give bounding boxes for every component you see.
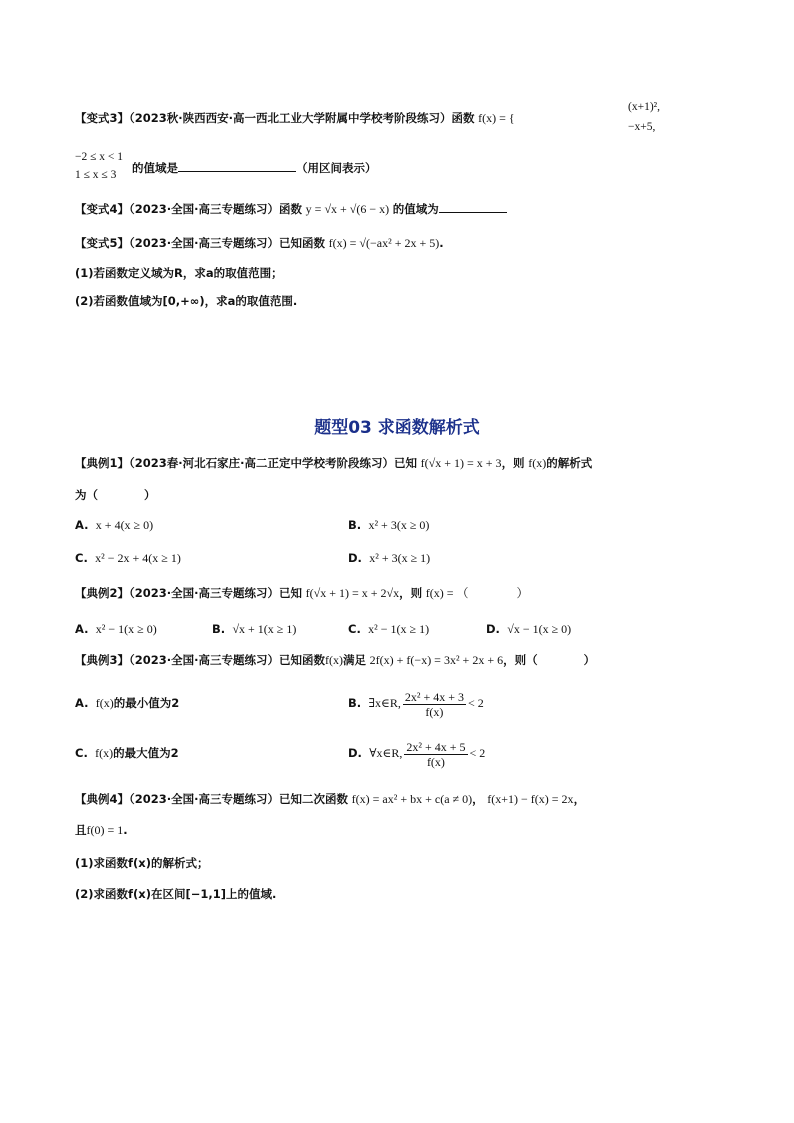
example-1-option-d	[348, 550, 430, 566]
example-4-label: 【典例4】	[75, 792, 130, 806]
variant-3-hint: （用区间表示）	[296, 161, 377, 175]
example-2-option-b	[212, 621, 296, 637]
variant-3-tail-line	[132, 159, 377, 176]
example-2-formula: f(√x + 1) = x + 2√x	[305, 586, 400, 600]
variant-4-tail: 的值域为	[392, 202, 439, 216]
option-a-value: x² − 1(x ≥ 0)	[95, 622, 157, 636]
option-d-label: D.	[486, 622, 500, 636]
option-c-label: C.	[75, 551, 88, 565]
example-1-text: 已知	[394, 456, 418, 470]
example-2-mid: ，则	[399, 586, 423, 600]
example-3-option-d	[348, 731, 485, 775]
example-4-end: ，	[573, 792, 586, 806]
example-4-line2	[75, 822, 128, 838]
option-c-value: x² − 1(x ≥ 1)	[368, 622, 430, 636]
option-b-fraction	[403, 690, 466, 719]
example-3-source: （2023·全国·高三专题练习）	[129, 653, 280, 667]
option-d-value: x² + 3(x ≥ 1)	[369, 551, 431, 565]
example-2-option-a	[75, 621, 157, 637]
example-4-q2: (2)求函数f(x)在区间[−1,1]上的值域.	[75, 887, 277, 901]
variant-5-q2: (2)若函数值域为[0,+∞)，求a的取值范围.	[75, 294, 298, 308]
option-b-value: x² + 3(x ≥ 0)	[368, 518, 430, 532]
example-2-option-c	[348, 621, 429, 637]
option-c-value: 的最大值为2	[113, 746, 179, 760]
example-2-ask: f(x) = （ ）	[425, 586, 529, 600]
option-a-value: 的最小值为2	[113, 696, 180, 710]
variant-5-source: （2023·全国·高三专题练习）	[129, 236, 280, 250]
variant-3-cond1: −2 ≤ x < 1	[75, 151, 124, 163]
example-1-source: （2023春·河北石家庄·高二正定中学校考阶段练习）	[129, 456, 395, 470]
example-1-option-c	[75, 550, 181, 566]
example-3-option-b	[348, 681, 484, 725]
variant-3-line1	[75, 110, 515, 126]
example-2-line1	[75, 585, 529, 601]
option-d-fraction	[404, 740, 467, 769]
example-3-option-c	[75, 745, 179, 761]
example-3-formula: 2f(x) + f(−x) = 3x² + 2x + 6	[369, 653, 504, 667]
variant-4-source: （2023·全国·高三专题练习）	[129, 202, 280, 216]
option-b-suffix: < 2	[468, 696, 484, 710]
option-b-denominator: f(x)	[425, 704, 444, 719]
variant-3-cond2: 1 ≤ x ≤ 3	[75, 169, 117, 181]
variant-4-label: 【变式4】	[75, 202, 130, 216]
example-1-label: 【典例1】	[75, 456, 130, 470]
example-4-formula2: f(x+1) − f(x) = 2x	[487, 792, 574, 806]
option-d-label: D.	[348, 746, 362, 760]
example-4-formula1: f(x) = ax² + bx + c(a ≠ 0)	[351, 792, 473, 806]
example-1-formula: f(√x + 1) = x + 3	[420, 456, 502, 470]
variant-5-text: 已知函数	[279, 236, 326, 250]
example-4-line2-pre: 且	[75, 823, 87, 837]
variant-3-source: （2023秋·陕西西安·高一西北工业大学附属中学校考阶段练习）	[129, 111, 452, 125]
example-4-source: （2023·全国·高三专题练习）	[129, 792, 280, 806]
option-d-suffix: < 2	[469, 746, 486, 760]
option-d-numerator: 2x² + 4x + 5	[406, 739, 466, 754]
variant-4-text: 函数	[279, 202, 303, 216]
example-3-mid: 满足	[343, 653, 367, 667]
example-1-line2: 为（ ）	[75, 488, 156, 502]
option-a-value: x + 4(x ≥ 0)	[95, 518, 154, 532]
option-b-prefix: ∃x∈R,	[368, 696, 401, 710]
answer-blank	[439, 200, 507, 213]
option-a-label: A.	[75, 622, 89, 636]
example-2-label: 【典例2】	[75, 586, 130, 600]
example-4-sep: ，	[472, 792, 484, 806]
option-b-label: B.	[348, 518, 362, 532]
variant-4-formula: y = √x + √(6 − x)	[305, 202, 390, 216]
option-c-label: C.	[75, 746, 88, 760]
variant-3-tail: 的值域是	[132, 161, 178, 175]
option-b-value: √x + 1(x ≥ 1)	[232, 622, 297, 636]
option-d-prefix: ∀x∈R,	[369, 746, 403, 760]
example-2-text: 已知	[279, 586, 303, 600]
option-c-fx: f(x)	[95, 746, 114, 760]
option-d-value: √x − 1(x ≥ 0)	[507, 622, 572, 636]
option-a-label: A.	[75, 696, 89, 710]
section-title: 题型03 求函数解析式	[314, 418, 480, 438]
variant-4-line	[75, 200, 507, 217]
example-3-option-a	[75, 695, 179, 711]
variant-5-label: 【变式5】	[75, 236, 130, 250]
variant-3-piece2: −x+5,	[628, 121, 656, 133]
example-1-fx: f(x)	[528, 456, 547, 470]
example-3-tail: ，则（ ）	[503, 653, 596, 667]
variant-5-formula: f(x) = √(−ax² + 2x + 5)	[328, 236, 440, 250]
option-b-label: B.	[348, 696, 362, 710]
variant-3-piece1: (x+1)²,	[628, 101, 660, 113]
answer-blank	[178, 159, 296, 172]
option-d-denominator: f(x)	[426, 754, 445, 769]
variant-5-q1: (1)若函数定义域为R，求a的取值范围；	[75, 266, 283, 280]
variant-3-func: f(x) = {	[478, 111, 515, 125]
example-3-text: 已知函数	[279, 653, 326, 667]
example-1-option-a	[75, 517, 153, 533]
example-1-mid: ，则	[501, 456, 525, 470]
option-b-label: B.	[212, 622, 226, 636]
example-3-fx: f(x)	[325, 653, 344, 667]
example-1-option-b	[348, 517, 429, 533]
example-1-tail: 的解析式	[546, 456, 593, 470]
option-d-label: D.	[348, 551, 362, 565]
option-c-value: x² − 2x + 4(x ≥ 1)	[95, 551, 181, 565]
example-2-source: （2023·全国·高三专题练习）	[129, 586, 280, 600]
example-4-line2-formula: f(0) = 1	[86, 823, 124, 837]
example-4-text: 已知二次函数	[279, 792, 349, 806]
example-2-option-d	[486, 621, 571, 637]
option-c-label: C.	[348, 622, 361, 636]
example-4-line2-end: .	[123, 823, 128, 837]
example-1-line1	[75, 455, 592, 471]
example-3-label: 【典例3】	[75, 653, 130, 667]
variant-5-end: .	[439, 236, 444, 250]
variant-5-line	[75, 235, 444, 251]
variant-3-label: 【变式3】	[75, 111, 130, 125]
option-a-fx: f(x)	[95, 696, 114, 710]
option-a-label: A.	[75, 518, 89, 532]
option-b-numerator: 2x² + 4x + 3	[404, 689, 464, 704]
variant-3-text: 函数	[451, 111, 475, 125]
example-3-line1	[75, 652, 595, 668]
example-4-line1	[75, 791, 585, 807]
example-4-q1: (1)求函数f(x)的解析式；	[75, 856, 209, 870]
